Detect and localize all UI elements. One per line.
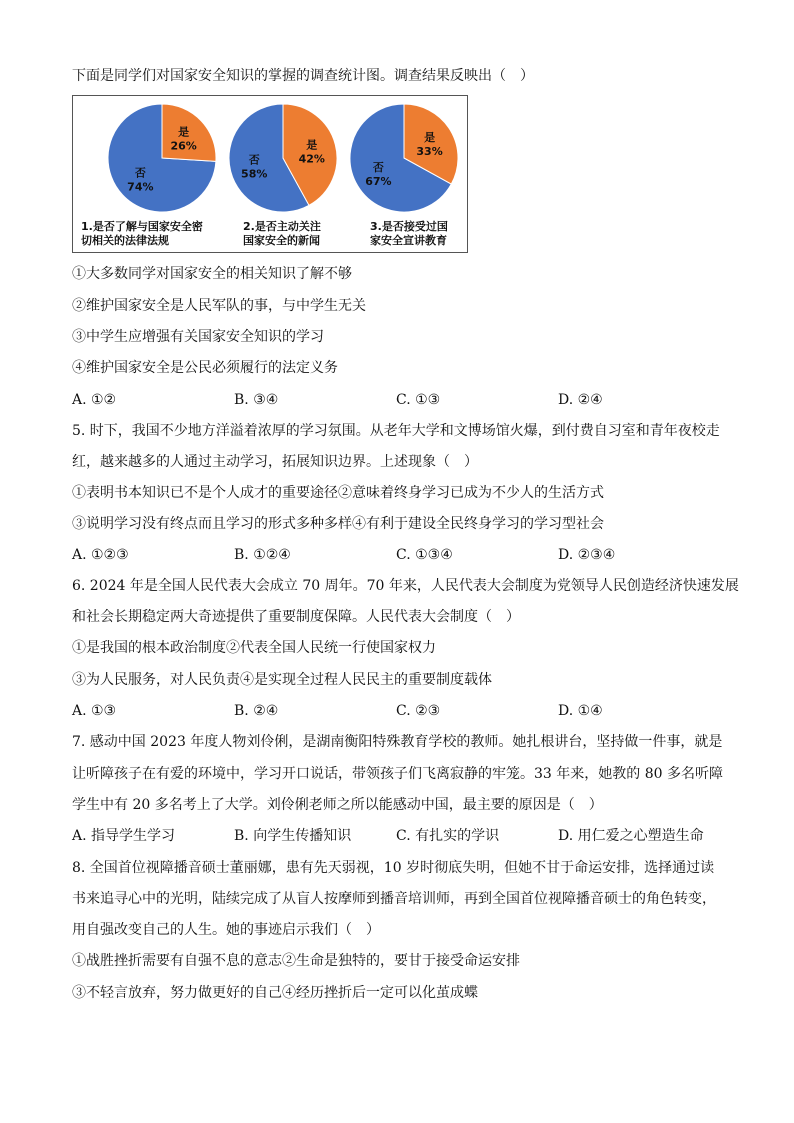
q4-options xyxy=(72,390,732,410)
q6-option-c[interactable]: C. ②③ xyxy=(396,703,441,719)
pie-caption-1-line-1: 1.是否了解与国家安全密 xyxy=(81,220,203,233)
q4-statement-4: ④维护国家安全是公民必须履行的法定义务 xyxy=(72,360,338,376)
q4-option-d[interactable]: D. ②④ xyxy=(558,392,603,408)
q7-option-c[interactable]: C. 有扎实的学识 xyxy=(396,828,500,844)
pie-1-label-no: 否 xyxy=(134,166,146,180)
q4-option-c[interactable]: C. ①③ xyxy=(396,392,441,408)
q7-option-d[interactable]: D. 用仁爱之心塑造生命 xyxy=(558,828,704,844)
pie-caption-1-line-2: 切相关的法律法规 xyxy=(81,234,169,247)
pie-caption-3 xyxy=(370,220,448,248)
q8-stem-line-2: 书来追寻心中的光明，陆续完成了从盲人按摩师到播音培训师，再到全国首位视障播音硕士的角色转变， xyxy=(72,891,716,907)
pie-1-value-no: 74% xyxy=(127,180,154,194)
pie-caption-2-line-1: 2.是否主动关注 xyxy=(243,220,321,233)
q5-statement-1: ①表明书本知识已不是个人成才的重要途径②意味着终身学习已成为不少人的生活方式 xyxy=(72,485,604,501)
pie-caption-1 xyxy=(81,220,203,248)
q7-options xyxy=(72,826,732,846)
q8-stem-line-1: 8. 全国首位视障播音硕士董丽娜，患有先天弱视，10 岁时彻底失明，但她不甘于命运安排，选择通过读 xyxy=(72,860,715,876)
q4-stem: 下面是同学们对国家安全知识的掌握的调查统计图。调查结果反映出（ ） xyxy=(72,68,534,84)
q8-stem-line-3: 用自强改变自己的人生。她的事迹启示我们（ ） xyxy=(72,922,380,938)
q7-stem-line-1: 7. 感动中国 2023 年度人物刘伶俐，是湖南衡阳特殊教育学校的教师。她扎根讲台，坚持做一件事，就是 xyxy=(72,734,723,750)
q6-options xyxy=(72,701,732,721)
pie-3-value-yes: 33% xyxy=(416,144,443,158)
pie-caption-3-line-2: 家安全宣讲教育 xyxy=(370,234,447,247)
pie-caption-3-line-1: 3.是否接受过国 xyxy=(370,220,448,233)
q5-option-d[interactable]: D. ②③④ xyxy=(558,547,616,563)
q6-option-d[interactable]: D. ①④ xyxy=(558,703,603,719)
q7-option-b[interactable]: B. 向学生传播知识 xyxy=(234,828,352,844)
q6-option-b[interactable]: B. ②④ xyxy=(234,703,279,719)
q4-statement-3: ③中学生应增强有关国家安全知识的学习 xyxy=(72,329,324,345)
q4-statement-1: ①大多数同学对国家安全的相关知识了解不够 xyxy=(72,266,352,282)
q6-option-a[interactable]: A. ①③ xyxy=(72,703,117,719)
q5-option-a[interactable]: A. ①②③ xyxy=(72,547,129,563)
q4-statement-2: ②维护国家安全是人民军队的事，与中学生无关 xyxy=(72,298,366,314)
pie-3-value-no: 67% xyxy=(365,175,392,189)
q5-option-b[interactable]: B. ①②④ xyxy=(234,547,291,563)
q8-statement-1: ①战胜挫折需要有自强不息的意志②生命是独特的，要甘于接受命运安排 xyxy=(72,953,520,969)
pie-3-label-yes: 是 xyxy=(424,130,436,144)
pie-2-value-yes: 42% xyxy=(298,152,325,166)
survey-pie-charts xyxy=(72,95,468,253)
q6-statement-2: ③为人民服务，对人民负责④是实现全过程人民民主的重要制度载体 xyxy=(72,672,492,688)
pie-caption-2-line-2: 国家安全的新闻 xyxy=(243,234,320,247)
q7-stem-line-3: 学生中有 20 多名考上了大学。刘伶俐老师之所以能感动中国，最主要的原因是（ ） xyxy=(72,797,603,813)
q6-stem-line-2: 和社会长期稳定两大奇迹提供了重要制度保障。人民代表大会制度（ ） xyxy=(72,609,520,625)
q6-stem-line-1: 6. 2024 年是全国人民代表大会成立 70 周年。70 年来，人民代表大会制度为党领导人民创造经济快速发展 xyxy=(72,578,739,594)
q5-option-c[interactable]: C. ①③④ xyxy=(396,547,453,563)
q5-stem-line-2: 红，越来越多的人通过主动学习，拓展知识边界。上述现象（ ） xyxy=(72,454,478,470)
pie-1-label-yes: 是 xyxy=(178,125,190,139)
pie-3-label-no: 否 xyxy=(372,161,384,175)
q7-option-a[interactable]: A. 指导学生学习 xyxy=(72,828,176,844)
q6-statement-1: ①是我国的根本政治制度②代表全国人民统一行使国家权力 xyxy=(72,640,436,656)
q5-statement-2: ③说明学习没有终点而且学习的形式多种多样④有利于建设全民终身学习的学习型社会 xyxy=(72,516,604,532)
pie-2-label-no: 否 xyxy=(248,153,260,167)
pie-caption-2 xyxy=(243,220,321,248)
q4-option-a[interactable]: A. ①② xyxy=(72,392,117,408)
q4-option-b[interactable]: B. ③④ xyxy=(234,392,279,408)
pie-1-value-yes: 26% xyxy=(170,139,197,153)
q8-statement-2: ③不轻言放弃，努力做更好的自己④经历挫折后一定可以化茧成蝶 xyxy=(72,985,478,1001)
q7-stem-line-2: 让听障孩子在有爱的环境中，学习开口说话，带领孩子们飞离寂静的牢笼。33 年来，她教的 80 多名听障 xyxy=(72,766,723,782)
pie-2-label-yes: 是 xyxy=(306,138,318,152)
q5-options xyxy=(72,545,732,565)
pie-2-value-no: 58% xyxy=(241,167,268,181)
q5-stem-line-1: 5. 时下，我国不少地方洋溢着浓厚的学习氛围。从老年大学和文博场馆火爆，到付费自习室和青年夜校走 xyxy=(72,423,720,439)
